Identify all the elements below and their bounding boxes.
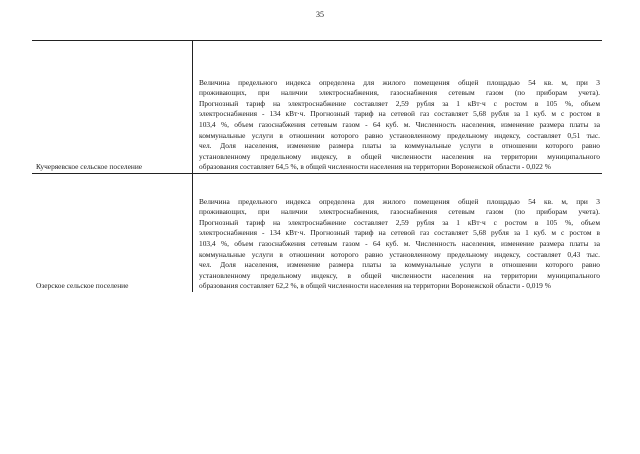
text-line: проживающих, при наличии электроснабжения, газоснабжения сетевым газом (по приборам учета).: [199, 207, 600, 217]
text-line: коммунальные услуги в отношении которого равно установленному предельному индексу, составляет 0,51 тыс.: [199, 130, 600, 140]
text-line: Величина предельного индекса определена для жилого помещения общей площадью 54 кв. м, при 3: [199, 77, 600, 87]
text-line: установленному предельному индексу, в общей численности населения на территории муниципального: [199, 151, 600, 161]
text-line: образования составляет 64,5 %, в общей численности населения на территории Воронежской области - 0,022 %: [199, 162, 551, 172]
table-row: [32, 41, 602, 174]
page-number: 35: [316, 10, 324, 19]
text-line: образования составляет 62,2 %, в общей численности населения на территории Воронежской области - 0,019 %: [199, 281, 551, 291]
text-line: Прогнозный тариф на электроснабжение составляет 2,59 рубля за 1 кВт·ч с ростом в 105 %, объем: [199, 98, 600, 108]
settlements-table: [32, 40, 602, 292]
text-line: электроснабжения - 134 кВт·ч. Прогнозный тариф на сетевой газ составляет 5,68 рубля за 1 куб. м с ростом в: [199, 109, 600, 119]
text-line: установленному предельному индексу, в общей численности населения на территории муниципального: [199, 270, 600, 280]
settlement-description: [193, 41, 602, 173]
text-line: 103,4 %, объем газоснабжения сетевым газом - 64 куб. м. Численность населения, изменение размера платы за: [199, 239, 600, 249]
text-line: проживающих, при наличии электроснабжения, газоснабжения сетевым газом (по приборам учета).: [199, 88, 600, 98]
settlement-name-cell: [32, 41, 193, 173]
text-line: чел. Доля населения, изменение размера платы за коммунальные услуги в отношении которого равно: [199, 141, 600, 151]
text-line: Прогнозный тариф на электроснабжение составляет 2,59 рубля за 1 кВт·ч с ростом в 105 %, объем: [199, 217, 600, 227]
text-line: электроснабжения - 134 кВт·ч. Прогнозный тариф на сетевой газ составляет 5,68 рубля за 1 куб. м с ростом в: [199, 228, 600, 238]
text-line: чел. Доля населения, изменение размера платы за коммунальные услуги в отношении которого равно: [199, 260, 600, 270]
text-line: коммунальные услуги в отношении которого равно установленному предельному индексу, составляет 0,43 тыс.: [199, 249, 600, 259]
settlement-name: Озерское сельское поселение: [36, 281, 129, 290]
settlement-name: Кучеряевское сельское поселение: [36, 162, 143, 171]
settlement-description: [193, 174, 602, 292]
settlement-name-cell: [32, 174, 193, 292]
table-row: [32, 174, 602, 292]
text-line: Величина предельного индекса определена для жилого помещения общей площадью 54 кв. м, при 3: [199, 196, 600, 206]
text-line: 103,4 %, объем газоснабжения сетевым газом - 64 куб. м. Численность населения, изменение размера платы за: [199, 120, 600, 130]
